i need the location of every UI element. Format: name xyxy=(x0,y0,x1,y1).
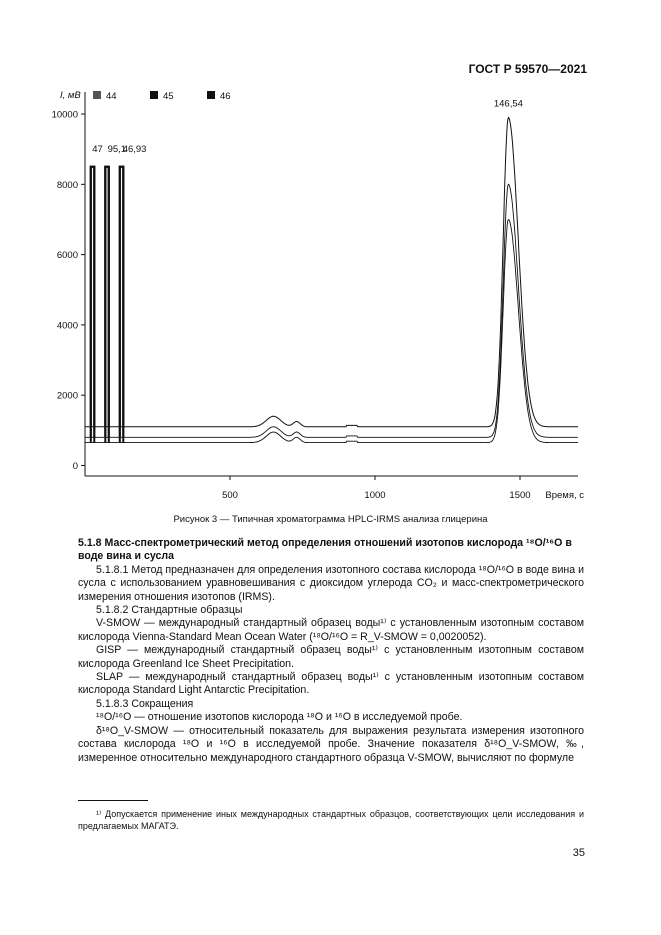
paragraph-5-1-8-1: 5.1.8.1 Метод предназначен для определения изотопного состава кислорода ¹⁸O/¹⁶O в воде вина и сусла с использованием уравновешивания с диоксидом углерода CO₂ и масс-спектрометрического измерения отношения изотопов (IRMS). xyxy=(78,563,584,603)
y-tick-label: 0 xyxy=(72,460,78,472)
legend-label: 44 xyxy=(106,91,117,102)
section-heading: 5.1.8 Масс-спектрометрический метод определения отношений изотопов кислорода ¹⁸O/¹⁶O в воде вина и сусла xyxy=(78,537,572,563)
legend-swatch xyxy=(150,91,158,99)
paragraph-delta-def: δ¹⁸O_V-SMOW — относительный показатель для выражения результата измерения изотопного состава кислорода ¹⁸O и ¹⁶O в исследуемой пробе. Значение показателя δ¹⁸O_V-SMOW, ‰, измеренное относительно международного стандартного образца V-SMOW, вычисляют по формуле xyxy=(78,724,584,764)
paragraph-5-1-8-3: 5.1.8.3 Сокращения xyxy=(96,697,194,710)
peak-label: 146,54 xyxy=(493,98,523,110)
x-tick-label: 1500 xyxy=(509,490,531,501)
x-tick-label: 1000 xyxy=(364,490,386,501)
section-body xyxy=(78,537,584,765)
reference-pulse xyxy=(91,167,94,443)
x-axis-label: Время, с xyxy=(545,490,584,501)
peak-label: 95,1 xyxy=(107,144,127,156)
paragraph-5-1-8-2: 5.1.8.2 Стандартные образцы xyxy=(96,604,243,617)
legend-swatch xyxy=(93,91,101,99)
y-tick-label: 6000 xyxy=(56,250,78,262)
peak-label: 46,93 xyxy=(122,144,147,156)
y-tick-label: 4000 xyxy=(56,320,78,332)
y-axis-label: I, мВ xyxy=(60,90,81,101)
y-tick-label: 2000 xyxy=(56,390,78,402)
paragraph-v-smow: V-SMOW — международный стандартный образец воды¹⁾ с установленным изотопным составом кислорода Vienna-Standard Mean Ocean Water (¹⁸O/¹⁶O = R_V-SMOW = 0,0020052). xyxy=(78,617,584,643)
reference-pulse xyxy=(120,167,123,443)
document-header: ГОСТ Р 59570—2021 xyxy=(468,62,587,76)
footnote-rule xyxy=(78,800,148,801)
figure-caption: Рисунок 3 — Типичная хроматограмма HPLC-IRMS анализа глицерина xyxy=(173,514,488,525)
paragraph-slap: SLAP — международный стандартный образец воды¹⁾ с установленным изотопным составом кислорода Standard Light Antarctic Precipitation. xyxy=(78,671,584,697)
paragraph-gisp: GISP — международный стандартный образец воды¹⁾ с установленным изотопным составом кислорода Greenland Ice Sheet Precipitation. xyxy=(78,644,584,670)
y-tick-label: 10000 xyxy=(51,109,78,121)
legend-label: 46 xyxy=(220,91,231,102)
x-tick-label: 500 xyxy=(222,490,238,501)
paragraph-ratio-def: ¹⁸O/¹⁶O — отношение изотопов кислорода ¹⁸O и ¹⁶O в исследуемой пробе. xyxy=(96,711,463,724)
peak-label: 47 xyxy=(92,144,103,156)
legend-swatch xyxy=(207,91,215,99)
y-tick-label: 8000 xyxy=(56,179,78,191)
footnote: ¹⁾ Допускается применение иных международных стандартных образцов, соответствующих цели исследования и предлагаемых МАГАТЭ. xyxy=(78,809,584,831)
page-number: 35 xyxy=(572,847,585,859)
reference-pulse xyxy=(105,167,108,443)
legend-label: 45 xyxy=(163,91,174,102)
